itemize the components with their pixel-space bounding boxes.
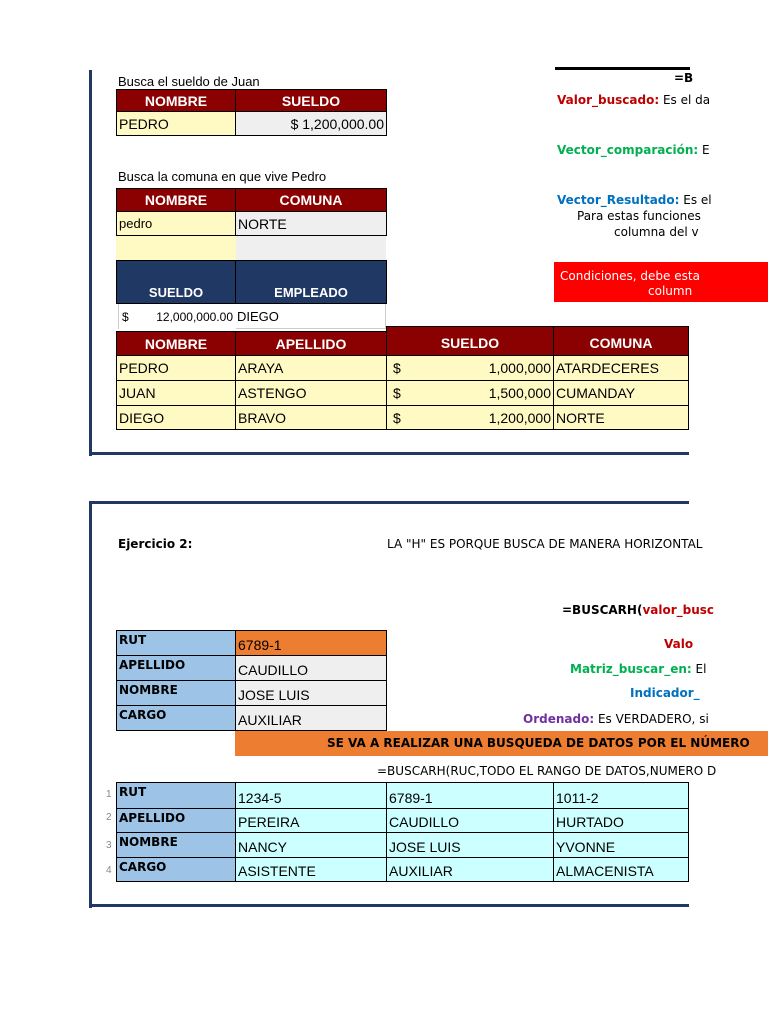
busca-comuna-title: Busca la comuna en que vive Pedro (118, 169, 327, 184)
matriz-label: Matriz_buscar_en: (570, 662, 692, 676)
lookup-value-cargo[interactable]: AUXILIAR (235, 705, 387, 731)
t2-header-nombre: NOMBRE (116, 188, 236, 212)
data-label-rut: RUT (116, 782, 236, 809)
notes-ordenado (523, 712, 709, 726)
data-c1-apellido[interactable]: PEREIRA (235, 808, 387, 833)
notes-vector-comparacion (557, 143, 710, 157)
busca-sueldo-title: Busca el sueldo de Juan (118, 74, 260, 89)
main-header-sueldo: SUELDO (386, 326, 554, 356)
main-row-3-comuna[interactable]: NORTE (553, 405, 689, 430)
search-banner-text: SE VA A REALIZAR UNA BUSQUEDA DE DATOS POR EL NÚMERO (327, 736, 750, 750)
notes-valor-buscado (557, 93, 711, 107)
notes-indicador: Indicador_ (630, 686, 700, 700)
main-row-2-currency: $ (393, 385, 401, 401)
matriz-text: El (691, 662, 707, 676)
vector-resultado-label: Vector_Resultado: (557, 193, 680, 207)
main-row-2-sueldo[interactable] (386, 380, 554, 406)
section-2-bottom-border (89, 904, 689, 907)
buscarh-formula (562, 603, 715, 617)
data-c1-rut[interactable]: 1234-5 (235, 782, 387, 809)
ordenado-label: Ordenado: (523, 712, 595, 726)
data-label-cargo: CARGO (116, 857, 236, 882)
main-row-1-sueldo[interactable] (386, 355, 554, 381)
search-banner (235, 731, 768, 756)
t2-header-comuna: COMUNA (235, 188, 387, 212)
data-label-apellido: APELLIDO (116, 808, 236, 833)
valor-buscado-text: Es el da (659, 93, 711, 107)
t3-header-empleado: EMPLEADO (235, 260, 387, 304)
lookup-label-rut: RUT (116, 630, 236, 656)
main-row-2-nombre[interactable]: JUAN (116, 380, 236, 406)
notes-valo: Valo (664, 637, 694, 651)
valor-buscado-label: Valor_buscado: (557, 93, 660, 107)
main-row-2-sueldo-value: 1,500,000 (488, 385, 551, 401)
t1-cell-nombre[interactable]: PEDRO (116, 111, 236, 136)
section-2-top-border (89, 501, 689, 504)
main-row-1-nombre[interactable]: PEDRO (116, 355, 236, 381)
t1-header-sueldo: SUELDO (235, 89, 387, 112)
t3-currency: $ (122, 309, 129, 324)
data-c3-nombre[interactable]: YVONNE (553, 832, 689, 858)
main-row-1-comuna[interactable]: ATARDECERES (553, 355, 689, 381)
t3-sueldo-value: 12,000,000.00 (156, 309, 233, 324)
section-1-left-border (89, 70, 92, 456)
main-row-2-comuna[interactable]: CUMANDAY (553, 380, 689, 406)
t3-header-sueldo: SUELDO (116, 260, 236, 304)
row-number-2: 2 (106, 812, 112, 823)
lookup-label-nombre: NOMBRE (116, 680, 236, 706)
data-c2-rut[interactable]: 6789-1 (386, 782, 554, 809)
conditions-box (554, 262, 768, 302)
buscarh-prefix: =BUSCARH( (562, 603, 643, 617)
data-label-nombre: NOMBRE (116, 832, 236, 858)
t2-cell-comuna[interactable]: NORTE (235, 211, 387, 236)
main-row-3-apellido[interactable]: BRAVO (235, 405, 387, 430)
vector-comparacion-label: Vector_comparación: (557, 143, 699, 157)
main-row-1-sueldo-value: 1,000,000 (488, 360, 551, 376)
lookup-label-cargo: CARGO (116, 705, 236, 731)
data-c2-nombre[interactable]: JOSE LUIS (386, 832, 554, 858)
main-row-3-sueldo-value: 1,200,000 (488, 409, 551, 426)
lookup-value-rut[interactable]: 6789-1 (235, 630, 387, 656)
main-header-nombre: NOMBRE (116, 331, 236, 356)
main-header-comuna: COMUNA (553, 326, 689, 356)
t2-cell-nombre[interactable]: pedro (116, 211, 236, 236)
data-c1-nombre[interactable]: NANCY (235, 832, 387, 858)
t1-header-nombre: NOMBRE (116, 89, 236, 112)
lookup-value-nombre[interactable]: JOSE LUIS (235, 680, 387, 706)
notes-top-rule (555, 67, 690, 70)
main-row-3-nombre[interactable]: DIEGO (116, 405, 236, 430)
t2-empty-grey-cell[interactable] (236, 236, 386, 260)
section-2-left-border (89, 501, 92, 908)
t3-cell-sueldo[interactable] (118, 304, 236, 329)
notes-formula-head: =B (674, 71, 694, 85)
row-number-3: 3 (106, 840, 112, 851)
t3-cell-empleado[interactable]: DIEGO (236, 304, 386, 329)
notes-vector-resultado (557, 193, 712, 207)
main-header-apellido: APELLIDO (235, 331, 387, 356)
data-c2-apellido[interactable]: CAUDILLO (386, 808, 554, 833)
vector-comparacion-text: E (698, 143, 710, 157)
main-row-2-apellido[interactable]: ASTENGO (235, 380, 387, 406)
conditions-line-2: column (648, 284, 693, 298)
data-c3-rut[interactable]: 1011-2 (553, 782, 689, 809)
main-row-3-sueldo[interactable] (386, 405, 554, 430)
data-c3-cargo[interactable]: ALMACENISTA (553, 857, 689, 882)
buscarh-arg: valor_busc (642, 603, 715, 617)
t1-cell-sueldo[interactable]: $ 1,200,000.00 (235, 111, 387, 136)
horizontal-note: LA "H" ES PORQUE BUSCA DE MANERA HORIZONTAL (387, 537, 703, 551)
lookup-value-apellido[interactable]: CAUDILLO (235, 655, 387, 681)
row-number-1: 1 (106, 789, 112, 800)
row-number-4: 4 (106, 865, 112, 876)
section-1-bottom-border (89, 452, 689, 455)
ejercicio-2-title: Ejercicio 2: (118, 537, 193, 551)
notes-para-line-1: Para estas funciones (577, 209, 701, 223)
vector-resultado-text: Es el (679, 193, 712, 207)
notes-para-line-2: columna del v (614, 225, 699, 239)
t2-empty-yellow-cell[interactable] (116, 236, 236, 260)
data-c3-apellido[interactable]: HURTADO (553, 808, 689, 833)
conditions-line-1: Condiciones, debe esta (560, 269, 700, 283)
lookup-label-apellido: APELLIDO (116, 655, 236, 681)
main-row-1-apellido[interactable]: ARAYA (235, 355, 387, 381)
ordenado-text: Es VERDADERO, si (594, 712, 709, 726)
main-row-3-currency: $ (393, 409, 401, 426)
buscarh-example-formula: =BUSCARH(RUC,TODO EL RANGO DE DATOS,NUMERO D (377, 764, 717, 778)
notes-matriz (570, 662, 707, 676)
main-row-1-currency: $ (393, 360, 401, 376)
data-c1-cargo[interactable]: ASISTENTE (235, 857, 387, 882)
data-c2-cargo[interactable]: AUXILIAR (386, 857, 554, 882)
